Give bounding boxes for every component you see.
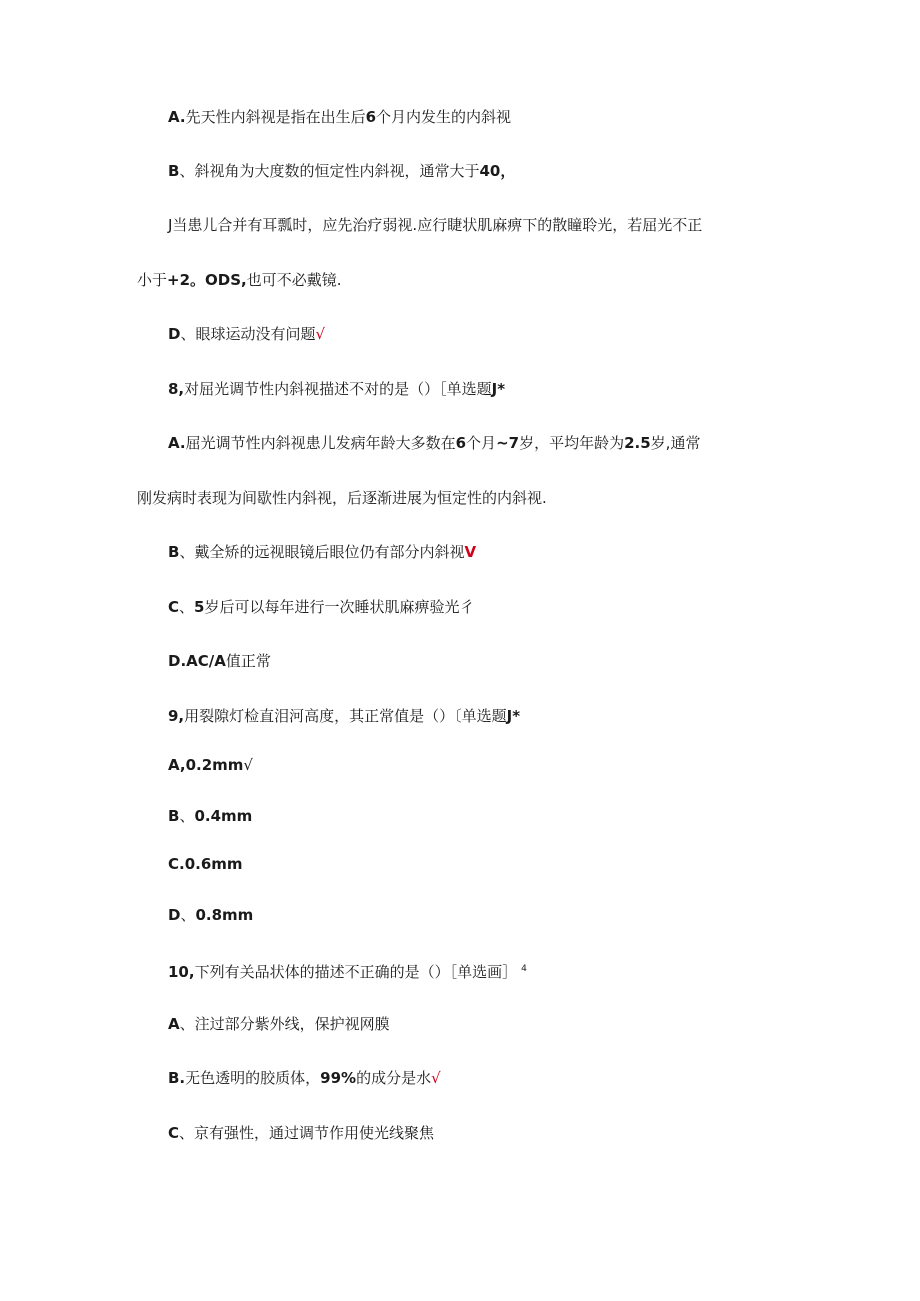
q10-option-b	[168, 1068, 441, 1088]
option-number: +2。ODS,	[167, 271, 247, 289]
option-text: 值正常	[225, 652, 271, 670]
option-label: B	[168, 162, 180, 180]
option-label: D	[168, 325, 181, 343]
answer-check-mark: V	[464, 543, 477, 561]
option-label: A,0.2mm	[168, 756, 244, 774]
option-b-large-angle	[168, 161, 515, 181]
question-8	[168, 379, 505, 399]
option-c-amblyopia-line	[168, 215, 702, 235]
question-text: 下列有关品状体的描述不正确的是（）［单选画］	[194, 963, 518, 981]
q8-option-d	[168, 651, 271, 671]
option-number: 5	[194, 598, 205, 616]
option-number: 0.4mm	[194, 807, 253, 825]
option-text: 、眼球运动没有问题	[180, 325, 316, 343]
option-c-continuation	[137, 270, 342, 290]
q9-option-a	[168, 755, 253, 775]
q9-option-c	[168, 854, 243, 874]
option-text: 刚发病时表现为间歇性内斜视，后逐渐进展为恒定性的内斜视.	[137, 489, 547, 507]
option-text: 、	[179, 598, 195, 616]
q8-option-a-continuation	[137, 488, 547, 508]
option-text-tail: 岁后可以每年进行一次睡状肌麻痹验光彳	[204, 598, 475, 616]
question-tag: J*	[506, 707, 521, 725]
answer-check-mark: √	[431, 1069, 441, 1087]
question-number: 9,	[168, 707, 185, 725]
option-text: 无色透明的胶质体，	[185, 1069, 321, 1087]
option-text: 先天性内斜视是指在出生后	[185, 108, 366, 126]
option-text-mid: 个月	[466, 434, 497, 452]
q9-option-d	[168, 905, 253, 925]
option-label: C	[168, 598, 180, 616]
option-text: 、戴全矫的远视眼镜后眼位仍有部分内斜视	[179, 543, 465, 561]
q8-option-c	[168, 597, 474, 617]
q8-option-b	[168, 542, 476, 562]
option-label: C.0.6mm	[168, 855, 243, 873]
option-text-tail-2: 岁,通常	[650, 434, 701, 452]
option-text: 、	[179, 807, 195, 825]
option-label: B	[168, 807, 180, 825]
option-text-tail: 个月内发生的内斜视	[376, 108, 512, 126]
option-number-3: 2.5	[624, 434, 651, 452]
question-number: 8,	[168, 380, 185, 398]
q9-option-b	[168, 806, 252, 826]
option-text: 、注过部分紫外线，保护视网膜	[179, 1015, 390, 1033]
answer-check-mark: √	[315, 325, 326, 343]
option-text: 、斜视角为大度数的恒定性内斜视，通常大于	[179, 162, 480, 180]
option-label: B.	[168, 1069, 186, 1087]
option-text-tail: 的成分是水	[356, 1069, 432, 1087]
option-text: 、京有强性，通过调节作用使光线聚焦	[179, 1124, 435, 1142]
q10-option-c	[168, 1123, 434, 1143]
question-number: 10,	[168, 963, 195, 981]
option-label: A.	[168, 108, 186, 126]
option-text-tail: 岁，平均年龄为	[519, 434, 625, 452]
option-label: D.AC/A	[168, 652, 226, 670]
option-number: 0.8mm	[195, 906, 254, 924]
question-10	[168, 959, 527, 979]
question-superscript: 4	[521, 964, 527, 974]
option-text: J当患儿合并有耳瓢时，应先治疗弱视.应行睫状肌麻痹下的散瞳聆光，若屈光不正	[168, 216, 703, 234]
option-text: 小于	[137, 271, 168, 289]
option-label: A.	[168, 434, 186, 452]
option-number: 99%	[320, 1069, 357, 1087]
question-text: 对屈光调节性内斜视描述不对的是（）［单选题	[184, 380, 492, 398]
answer-check-mark: √	[243, 756, 253, 774]
option-a-congenital-esotropia	[168, 107, 511, 127]
option-label: C	[168, 1124, 180, 1142]
question-tag: J*	[491, 380, 506, 398]
option-number-2: ~7	[496, 434, 520, 452]
option-number: 6	[365, 108, 377, 126]
option-number: 40，	[479, 162, 516, 180]
q8-option-a	[168, 433, 700, 453]
option-label: B	[168, 543, 180, 561]
option-label: D	[168, 906, 181, 924]
option-label: A	[168, 1015, 180, 1033]
option-number: 6	[455, 434, 467, 452]
option-text: 、	[180, 906, 196, 924]
option-text-tail: 也可不必戴镜.	[246, 271, 342, 289]
question-text: 用裂隙灯检直泪河高度，其正常值是（）〔单选题	[184, 707, 507, 725]
option-text: 屈光调节性内斜视患儿发病年龄大多数在	[185, 434, 456, 452]
option-d-eye-movement	[168, 324, 325, 344]
question-9	[168, 706, 520, 726]
q10-option-a	[168, 1014, 390, 1034]
